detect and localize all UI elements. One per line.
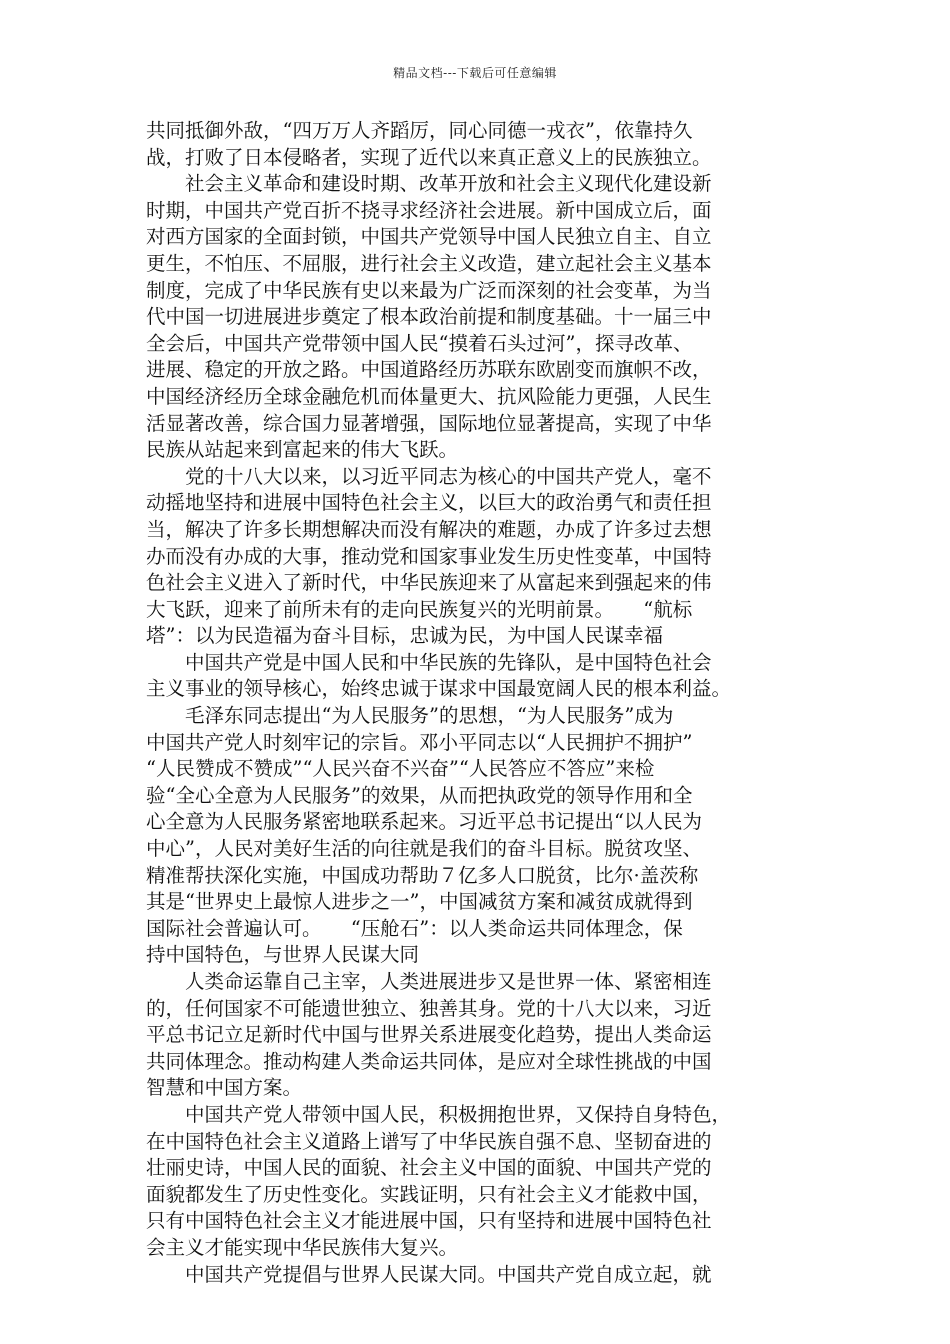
text-line: 中心”，人民对美好生活的向往就是我们的奋斗目标。脱贫攻坚、 (146, 837, 702, 861)
text-line: 中国共产党人时刻牢记的宗旨。邓小平同志以“人民拥护不拥护” (146, 730, 693, 754)
text-line: 面貌都发生了历史性变化。实践证明，只有社会主义才能救中国， (146, 1182, 712, 1206)
text-line: 验“全心全意为人民服务”的效果，从而把执政党的领导作用和全 (146, 783, 693, 807)
page-header: 精品文档---下载后可任意编辑 (393, 66, 557, 80)
text-line: 全会后，中国共产党带领中国人民“摸着石头过河”，探寻改革、 (146, 331, 693, 355)
text-line: 只有中国特色社会主义才能进展中国，只有坚持和进展中国特色社 (146, 1209, 712, 1233)
text-line: 大飞跃，迎来了前所未有的走向民族复兴的光明前景。 “航标 (146, 597, 693, 621)
text-line: 持中国特色，与世界人民谋大同 (146, 943, 420, 967)
text-line: 心全意为人民服务紧密地联系起来。习近平总书记提出“以人民为 (146, 810, 702, 834)
text-line: 当，解决了许多长期想解决而没有解决的难题，办成了许多过去想 (146, 517, 712, 541)
text-line: 会主义才能实现中华民族伟大复兴。 (146, 1235, 459, 1259)
text-line: 办而没有办成的大事，推动党和国家事业发生历史性变革，中国特 (146, 544, 712, 568)
text-line: 中国经济经历全球金融危机而体量更大、抗风险能力更强，人民生 (146, 384, 712, 408)
text-line: 社会主义革命和建设时期、改革开放和社会主义现代化建设新 (146, 172, 712, 196)
text-line: 平总书记立足新时代中国与世界关系进展变化趋势，提出人类命运 (146, 1023, 712, 1047)
text-line: 中国共产党提倡与世界人民谋大同。中国共产党自成立起，就 (146, 1262, 712, 1286)
text-line: 对西方国家的全面封锁，中国共产党领导中国人民独立自主、自立 (146, 225, 712, 249)
text-line: 时期，中国共产党百折不挠寻求经济社会进展。新中国成立后，面 (146, 198, 712, 222)
text-line: 活显著改善，综合国力显著增强，国际地位显著提高，实现了中华 (146, 411, 712, 435)
text-line: 制度，完成了中华民族有史以来最为广泛而深刻的社会变革，为当 (146, 278, 712, 302)
text-line: 壮丽史诗，中国人民的面貌、社会主义中国的面貌、中国共产党的 (146, 1156, 712, 1180)
text-line: 战，打败了日本侵略者，实现了近代以来真正意义上的民族独立。 (146, 145, 712, 169)
text-line: 共同体理念。推动构建人类命运共同体，是应对全球性挑战的中国 (146, 1049, 712, 1073)
body-text (146, 118, 814, 1288)
text-line: 中国共产党是中国人民和中华民族的先锋队，是中国特色社会 (146, 650, 712, 674)
text-line: 代中国一切进展进步奠定了根本政治前提和制度基础。十一届三中 (146, 305, 712, 329)
text-line: 党的十八大以来，以习近平同志为核心的中国共产党人，毫不 (146, 464, 712, 488)
text-line: 塔”：以为民造福为奋斗目标，忠诚为民，为中国人民谋幸福 (146, 624, 663, 648)
text-line: 国际社会普遍认可。 “压舱石”：以人类命运共同体理念，保 (146, 916, 683, 940)
text-line: 动摇地坚持和进展中国特色社会主义，以巨大的政治勇气和责任担 (146, 491, 712, 515)
text-line: “人民赞成不赞成”“人民兴奋不兴奋”“人民答应不答应”来检 (146, 757, 655, 781)
text-line: 共同抵御外敌，“四万万人齐蹈厉，同心同德一戎衣”，依靠持久 (146, 119, 693, 142)
text-line: 进展、稳定的开放之路。中国道路经历苏联东欧剧变而旗帜不改， (146, 358, 712, 382)
text-line: 色社会主义进入了新时代，中华民族迎来了从富起来到强起来的伟 (146, 571, 712, 595)
text-line: 中国共产党人带领中国人民，积极拥抱世界，又保持自身特色， (146, 1102, 732, 1126)
text-line: 智慧和中国方案。 (146, 1076, 303, 1100)
text-line: 民族从站起来到富起来的伟大飞跃。 (146, 438, 459, 462)
text-line: 精准帮扶深化实施，中国成功帮助７亿多人口脱贫，比尔·盖茨称 (146, 863, 699, 887)
text-line: 的，任何国家不可能遗世独立、独善其身。党的十八大以来，习近 (146, 996, 712, 1020)
text-line: 其是“世界史上最惊人进步之一”，中国减贫方案和减贫成就得到 (146, 890, 693, 914)
text-line: 毛泽东同志提出“为人民服务”的思想，“为人民服务”成为 (146, 704, 674, 728)
text-line: 人类命运靠自己主宰，人类进展进步又是世界一体、紧密相连 (146, 970, 712, 993)
text-line: 主义事业的领导核心，始终忠诚于谋求中国最宽阔人民的根本利益。 (146, 677, 732, 701)
text-line: 更生，不怕压、不屈服，进行社会主义改造，建立起社会主义基本 (146, 251, 712, 275)
text-line: 在中国特色社会主义道路上谱写了中华民族自强不息、坚韧奋进的 (146, 1129, 712, 1153)
